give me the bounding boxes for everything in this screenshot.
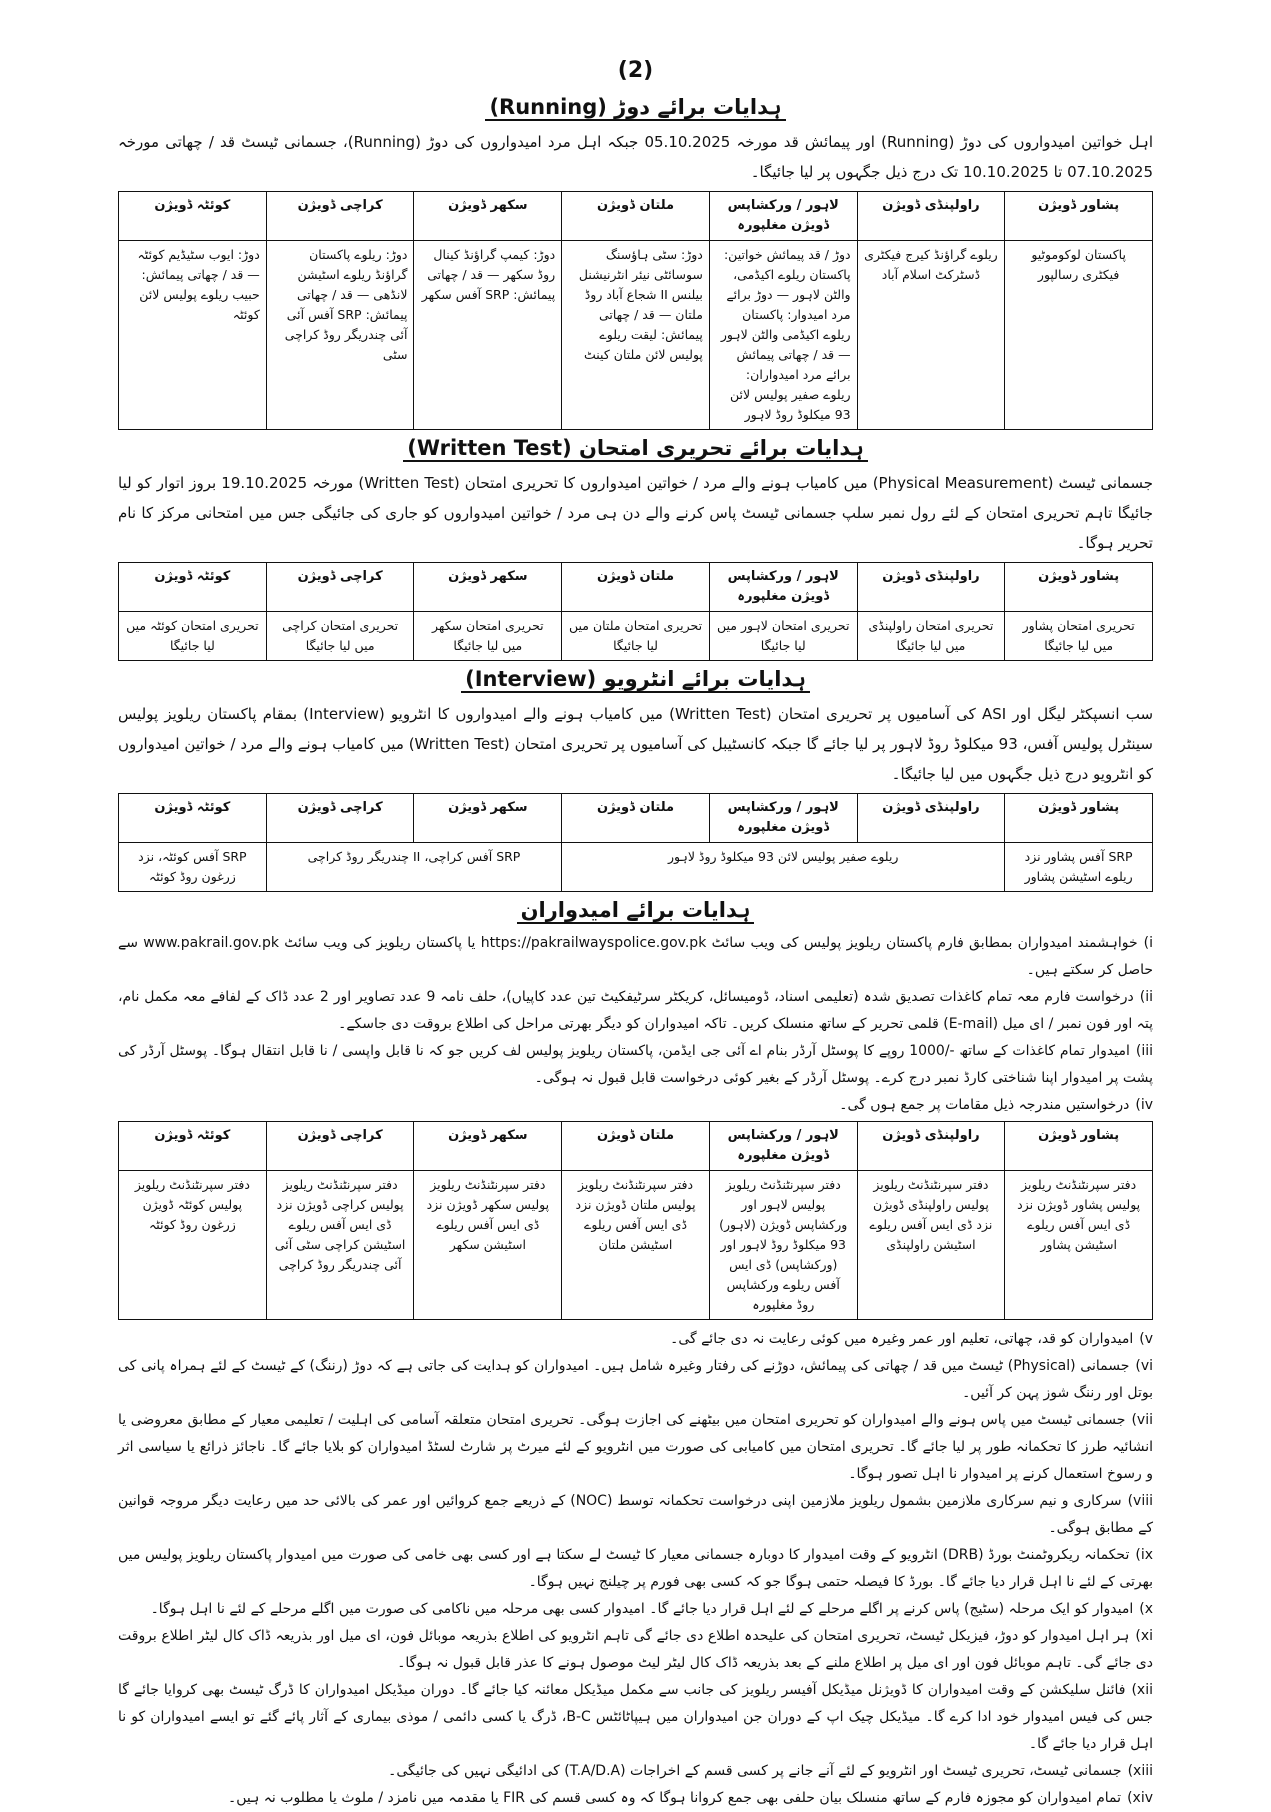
header-karachi: کراچی ڈویژن xyxy=(266,794,414,843)
header-sukkur: سکھر ڈویژن xyxy=(414,1122,562,1171)
written-cell-rawalpindi: تحریری امتحان راولپنڈی میں لیا جائیگا xyxy=(857,612,1005,661)
header-multan: ملتان ڈویژن xyxy=(562,794,710,843)
instruction-item: iii)امیدوار تمام کاغذات کے ساتھ -/1000 روپے کا پوسٹل آرڈر بنام اے آئی جی ایڈمن، پاکستان ریلویز پولیس لف کریں جو کہ نا قابل واپسی / نا قابل انتقال ہوگا۔ پوسٹل آرڈر کی پشت پر امیدوار اپنا شناختی کارڈ نمبر درج کرے۔ پوسٹل آرڈر کے بغیر کوئی درخواست قابل قبول نہ ہوگی۔ xyxy=(118,1043,1154,1086)
running-heading: ہدایات برائے دوڑ (Running) xyxy=(118,95,1153,119)
running-header-row xyxy=(119,192,1153,241)
header-lahore: لاہور / ورکشاپس ڈویژن مغلپورہ xyxy=(709,563,857,612)
office-lahore: دفتر سپرنٹنڈنٹ ریلویز پولیس لاہور اور ورکشاپس ڈویژن (لاہور) 93 میکلوڈ روڈ لاہور اور (ورکشاپس) ڈی ایس آفس ریلوے ورکشاپس روڈ مغلپورہ xyxy=(709,1171,857,1320)
written-cell-karachi: تحریری امتحان کراچی میں لیا جائیگا xyxy=(266,612,414,661)
written-heading: ہدایات برائے تحریری امتحان (Written Test) xyxy=(118,436,1153,460)
header-quetta: کوئٹہ ڈویژن xyxy=(119,563,267,612)
instruction-item: x)امیدوار کو ایک مرحلہ (سٹیج) پاس کرنے پر اگلے مرحلے کے لئے اہل قرار دیا جائے گا۔ امیدوار کسی بھی مرحلہ میں ناکامی کی صورت میں اگلے مرحلے کے لئے نا اہل ہوگا۔ xyxy=(150,1601,1153,1617)
interview-row xyxy=(119,843,1153,892)
instruction-item: xii)فائنل سلیکشن کے وقت امیدواران کا ڈویژنل میڈیکل آفیسر ریلویز کی جانب سے مکمل میڈیکل معائنہ کیا جائے گا۔ دوران میڈیکل امیدواران کا ڈرگ ٹیسٹ بھی کروایا جائے گا جس کی فیس امیدوار خود ادا کرے گا۔ میڈیکل چیک اپ کے دوران جن امیدواران میں ہیپاٹائٹس B-C، ڈرگ یا کسی دائمی / موذی بیماری کے آثار پائے گئے تو ایسے امیدواران کو نا اہل قرار دیا جائے گا۔ xyxy=(118,1682,1153,1752)
written-text: جسمانی ٹیسٹ (Physical Measurement) میں کامیاب ہونے والے مرد / خواتین امیدواروں کا تحریری امتحان (Written Test) مورخہ 19.10.2025 بروز اتوار کو لیا جائیگا تاہم تحریری امتحان کے لئے رول نمبر سلپ جسمانی ٹیسٹ پاس کرنے والے دن ہی مرد / خواتین امیدواروں کو جاری کی جائیگی جس میں امتحانی مرکز کا نام تحریر ہوگا۔ xyxy=(118,474,1154,552)
header-sukkur: سکھر ڈویژن xyxy=(414,794,562,843)
running-cell-lahore: دوڑ / قد پیمائش خواتین: پاکستان ریلوے اکیڈمی، والٹن لاہور — دوڑ برائے مرد امیدوار: پاکستان ریلوے اکیڈمی والٹن لاہور — قد / چھاتی پیمائش برائے مرد امیدواران: ریلوے صفیر پولیس لائن 93 میکلوڈ روڈ لاہور xyxy=(709,241,857,430)
running-row xyxy=(119,241,1153,430)
office-rawalpindi: دفتر سپرنٹنڈنٹ ریلویز پولیس راولپنڈی ڈویژن نزد ڈی ایس آفس ریلوے اسٹیشن راولپنڈی xyxy=(857,1171,1005,1320)
header-rawalpindi: راولپنڈی ڈویژن xyxy=(857,563,1005,612)
running-cell-peshawar: پاکستان لوکوموٹیو فیکٹری رسالپور xyxy=(1005,241,1153,430)
header-lahore: لاہور / ورکشاپس ڈویژن مغلپورہ xyxy=(709,794,857,843)
written-cell-peshawar: تحریری امتحان پشاور میں لیا جائیگا xyxy=(1005,612,1153,661)
instruction-item: iv)درخواستیں مندرجہ ذیل مقامات پر جمع ہوں گی۔ xyxy=(839,1097,1153,1113)
header-quetta: کوئٹہ ڈویژن xyxy=(119,192,267,241)
office-multan: دفتر سپرنٹنڈنٹ ریلویز پولیس ملتان ڈویژن نزد ڈی ایس آفس ریلوے اسٹیشن ملتان xyxy=(562,1171,710,1320)
written-row xyxy=(119,612,1153,661)
interview-table xyxy=(118,793,1153,892)
interview-cell-central: ریلوے صفیر پولیس لائن 93 میکلوڈ روڈ لاہور xyxy=(562,843,1005,892)
running-cell-rawalpindi: ریلوے گراؤنڈ کیرج فیکٹری ڈسٹرکٹ اسلام آباد xyxy=(857,241,1005,430)
running-cell-quetta: دوڑ: ایوب سٹیڈیم کوئٹہ — قد / چھاتی پیمائش: حبیب ریلوے پولیس لائن کوئٹہ xyxy=(119,241,267,430)
instruction-item: v)امیدواران کو قد، چھاتی، تعلیم اور عمر وغیرہ میں کوئی رعایت نہ دی جائے گی۔ xyxy=(670,1331,1153,1347)
header-rawalpindi: راولپنڈی ڈویژن xyxy=(857,1122,1005,1171)
written-cell-quetta: تحریری امتحان کوئٹہ میں لیا جائیگا xyxy=(119,612,267,661)
office-quetta: دفتر سپرنٹنڈنٹ ریلویز پولیس کوئٹہ ڈویژن زرغون روڈ کوئٹہ xyxy=(119,1171,267,1320)
header-karachi: کراچی ڈویژن xyxy=(266,1122,414,1171)
header-multan: ملتان ڈویژن xyxy=(562,563,710,612)
office-karachi: دفتر سپرنٹنڈنٹ ریلویز پولیس کراچی ڈویژن نزد ڈی ایس آفس ریلوے اسٹیشن کراچی سٹی آئی آئی چندریگر روڈ کراچی xyxy=(266,1171,414,1320)
header-sukkur: سکھر ڈویژن xyxy=(414,192,562,241)
instruction-item: ix)تحکمانہ ریکروٹمنٹ بورڈ (DRB) انٹرویو کے وقت امیدوار کا دوبارہ جسمانی معیار کا ٹیسٹ لے سکتا ہے اور کسی بھی خامی کی صورت میں امیدوار پاکستان ریلویز پولیس میں بھرتی کے لئے نا اہل قرار دیا جائے گا۔ بورڈ کا فیصلہ حتمی ہوگا جو کہ کسی بھی فورم پر چیلنج نہیں ہوگا۔ xyxy=(118,1547,1153,1590)
offices-header-row xyxy=(119,1122,1153,1171)
office-sukkur: دفتر سپرنٹنڈنٹ ریلویز پولیس سکھر ڈویژن نزد ڈی ایس آفس ریلوے اسٹیشن سکھر xyxy=(414,1171,562,1320)
header-quetta: کوئٹہ ڈویژن xyxy=(119,794,267,843)
running-cell-sukkur: دوڑ: کیمپ گراؤنڈ کینال روڈ سکھر — قد / چھاتی پیمائش: SRP آفس سکھر xyxy=(414,241,562,430)
written-header-row xyxy=(119,563,1153,612)
instruction-item: vi)جسمانی (Physical) ٹیسٹ میں قد / چھاتی کی پیمائش، دوڑنے کی رفتار وغیرہ شامل ہیں۔ امیدواران کو ہدایت کی جاتی ہے کہ دوڑ (رننگ) کے ٹیسٹ کے لئے ہمراہ پانی کی بوتل اور رننگ شوز پہن کر آئیں۔ xyxy=(118,1358,1153,1401)
instruction-item: xiv)تمام امیدواران کو مجوزہ فارم کے ساتھ منسلک بیان حلفی بھی جمع کروانا ہوگا کہ وہ کسی قسم کی FIR یا مقدمہ میں نامزد / ملوث یا مطلوب نہ ہیں۔ xyxy=(227,1790,1153,1806)
header-rawalpindi: راولپنڈی ڈویژن xyxy=(857,192,1005,241)
header-karachi: کراچی ڈویژن xyxy=(266,563,414,612)
written-table xyxy=(118,562,1153,661)
instruction-item: viii)سرکاری و نیم سرکاری ملازمین بشمول ریلویز ملازمین اپنی درخواست تحکمانہ توسط (NOC) کے ذریعے جمع کروائیں اور عمر کی بالائی حد میں رعایت دیگر مروجہ قوانین کے مطابق ہوگی۔ xyxy=(118,1493,1153,1536)
instruction-item: vii)جسمانی ٹیسٹ میں پاس ہونے والے امیدواران کو تحریری امتحان میں بیٹھنے کی اجازت ہوگی۔ تحریری امتحان متعلقہ آسامی کی اہلیت / تعلیمی معیار کے مطابق معروضی یا انشائیہ طرز کا تحکمانہ طور پر لیا جائے گا۔ تحریری امتحان میں کامیابی کی صورت میں انٹرویو کے لئے میرٹ پر شارٹ لسٹڈ امیدواران کو بلایا جائے گا۔ ناجائز ذرائع یا سیاسی اثر و رسوخ استعمال کرنے پر امیدوار نا اہل تصور ہوگا۔ xyxy=(118,1412,1153,1482)
header-quetta: کوئٹہ ڈویژن xyxy=(119,1122,267,1171)
interview-cell-peshawar: SRP آفس پشاور نزد ریلوے اسٹیشن پشاور xyxy=(1005,843,1153,892)
instruction-item: xiii)جسمانی ٹیسٹ، تحریری ٹیسٹ اور انٹرویو کے لئے آنے جانے پر کسی قسم کے اخراجات (T.A/D.A) کی ادائیگی نہیں کی جائیگی۔ xyxy=(388,1763,1153,1779)
written-cell-sukkur: تحریری امتحان سکھر میں لیا جائیگا xyxy=(414,612,562,661)
running-cell-multan: دوڑ: سٹی ہاؤسنگ سوسائٹی نیئر انٹرنیشنل بیلنس II شجاع آباد روڈ ملتان — قد / چھاتی پیمائش: لیقت ریلوے پولیس لائن ملتان کینٹ xyxy=(562,241,710,430)
header-rawalpindi: راولپنڈی ڈویژن xyxy=(857,794,1005,843)
written-cell-multan: تحریری امتحان ملتان میں لیا جائیگا xyxy=(562,612,710,661)
header-peshawar: پشاور ڈویژن xyxy=(1005,192,1153,241)
header-peshawar: پشاور ڈویژن xyxy=(1005,1122,1153,1171)
instruction-item: ii)درخواست فارم معہ تمام کاغذات تصدیق شدہ (تعلیمی اسناد، ڈومیسائل، کریکٹر سرٹیفکیٹ تین عدد کاپیاں)، حلف نامہ 9 عدد تصاویر اور 2 عدد ڈاک کے لفافے معہ مکمل نام، پتہ اور فون نمبر / ای میل (E-mail) قلمی تحریر کے ساتھ منسلک کریں۔ تاکہ امیدواران کو دیگر بھرتی مراحل کی اطلاع بروقت دی جاسکے۔ xyxy=(118,989,1153,1032)
header-multan: ملتان ڈویژن xyxy=(562,192,710,241)
instruction-item: i)خواہشمند امیدواران بمطابق فارم پاکستان ریلویز پولیس کی ویب سائٹ https://pakrailwayspolice.gov.pk یا پاکستان ریلویز کی ویب سائٹ www.pakrail.gov.pk سے حاصل کر سکتے ہیں۔ xyxy=(118,935,1153,978)
instruction-item: xi)ہر اہل امیدوار کو دوڑ، فیزیکل ٹیسٹ، تحریری امتحان کی علیحدہ اطلاع دی جائے گی تاہم انٹرویو کی اطلاع بذریعہ موبائل فون، ای میل اور بذریعہ ڈاک کال لیٹر اطلاع بروقت دی جائے گی۔ تاہم موبائل فون اور ای میل پر اطلاع ملنے کے بعد بذریعہ ڈاک کال لیٹر لیٹ موصول ہونے کا عذر قابل قبول نہ ہوگا۔ xyxy=(118,1628,1153,1671)
candidates-heading: ہدایات برائے امیدواران xyxy=(118,898,1153,922)
interview-heading: ہدایات برائے انٹرویو (Interview) xyxy=(118,667,1153,691)
running-table xyxy=(118,191,1153,430)
page-number: (2) xyxy=(617,58,654,83)
interview-cell-quetta: SRP آفس کوئٹہ، نزد زرغون روڈ کوئٹہ xyxy=(119,843,267,892)
interview-cell-karachi: SRP آفس کراچی، II چندریگر روڈ کراچی xyxy=(266,843,561,892)
header-lahore: لاہور / ورکشاپس ڈویژن مغلپورہ xyxy=(709,192,857,241)
header-peshawar: پشاور ڈویژن xyxy=(1005,563,1153,612)
header-sukkur: سکھر ڈویژن xyxy=(414,563,562,612)
header-karachi: کراچی ڈویژن xyxy=(266,192,414,241)
header-lahore: لاہور / ورکشاپس ڈویژن مغلپورہ xyxy=(709,1122,857,1171)
offices-row xyxy=(119,1171,1153,1320)
interview-text: سب انسپکٹر لیگل اور ASI کی آسامیوں پر تحریری امتحان (Written Test) میں کامیاب ہونے والے امیدواروں کا انٹرویو (Interview) بمقام پاکستان ریلویز پولیس سینٹرل پولیس آفس، 93 میکلوڈ روڈ لاہور پر لیا جائے گا جبکہ کانسٹیبل کی آسامیوں پر تحریری امتحان (Written Test) میں کامیاب ہونے والے مرد / خواتین امیدواروں کو انٹرویو درج ذیل جگہوں میں لیا جائیگا۔ xyxy=(118,705,1154,783)
running-cell-karachi: دوڑ: ریلوے پاکستان گراؤنڈ ریلوے اسٹیشن لانڈھی — قد / چھاتی پیمائش: SRP آفس آئی آئی چندریگر روڈ کراچی سٹی xyxy=(266,241,414,430)
running-text: اہل خواتین امیدواروں کی دوڑ (Running) اور پیمائش قد مورخہ 05.10.2025 جبکہ اہل مرد امیدواروں کی دوڑ (Running)، جسمانی ٹیسٹ قد / چھاتی مورخہ 07.10.2025 تا 10.10.2025 تک درج ذیل جگہوں پر لیا جائیگا۔ xyxy=(118,133,1153,181)
offices-table xyxy=(118,1121,1153,1320)
office-peshawar: دفتر سپرنٹنڈنٹ ریلویز پولیس پشاور ڈویژن نزد ڈی ایس آفس ریلوے اسٹیشن پشاور xyxy=(1005,1171,1153,1320)
header-multan: ملتان ڈویژن xyxy=(562,1122,710,1171)
header-peshawar: پشاور ڈویژن xyxy=(1005,794,1153,843)
written-cell-lahore: تحریری امتحان لاہور میں لیا جائیگا xyxy=(709,612,857,661)
interview-header-row xyxy=(119,794,1153,843)
